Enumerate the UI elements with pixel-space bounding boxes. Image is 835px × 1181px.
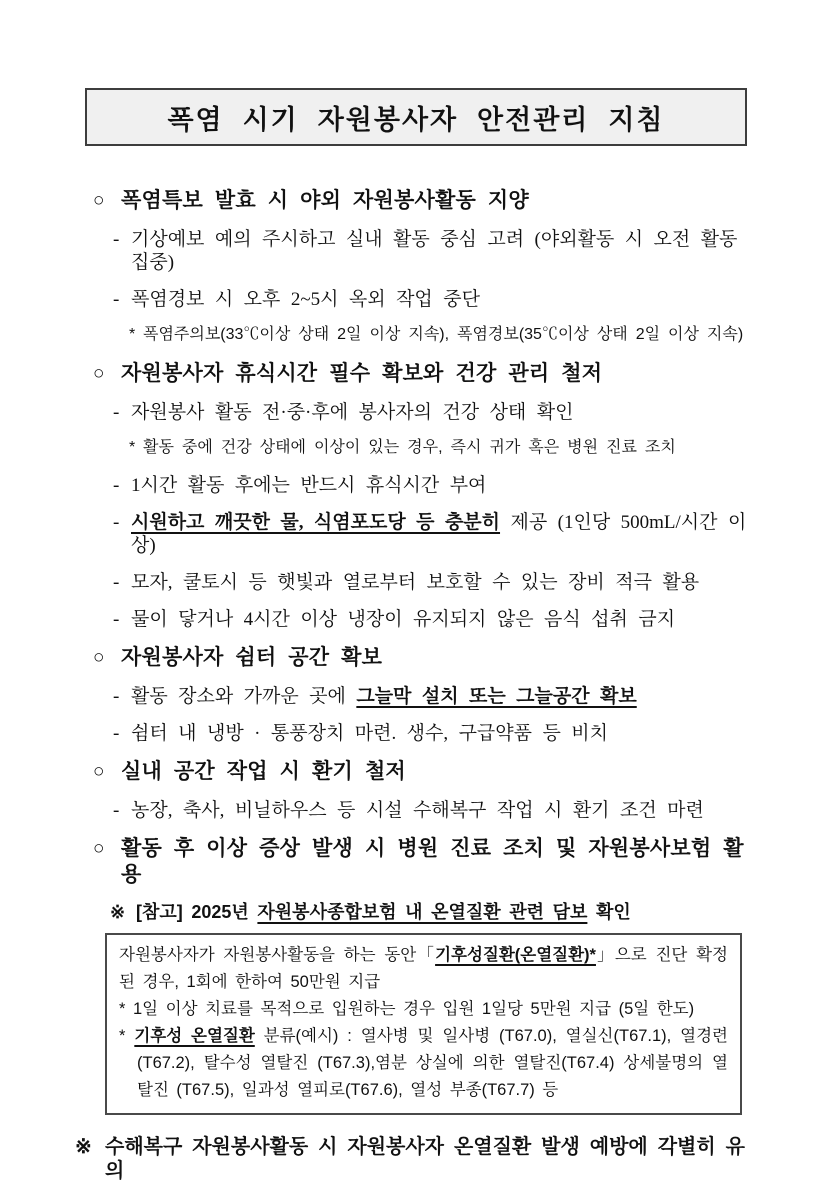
dash-bullet-icon: - [113,609,120,630]
section-heading-text: 폭염특보 발효 시 야외 자원봉사활동 지양 [121,189,529,212]
document-title-box [85,88,747,146]
list-item [113,608,747,631]
list-item-text: 물이 닿거나 4시간 이상 냉장이 유지되지 않은 음식 섭취 금지 [131,609,676,630]
section-heading-text: 자원봉사자 쉼터 공간 확보 [121,646,383,669]
info-p3-post: 분류(예시) : 열사병 및 일사병 (T67.0), 열실신(T67.1), 열경련 (T67.2), 탈수성 열탈진 (T67.3),염분 상실에 의한 열탈진(T67.4) 상세불명의 열탈진 (T67.5), 일과성 열피로(T67.6), 열성 부종(T67.7) 등 [137,1027,728,1099]
info-paragraph-3 [119,1023,728,1104]
list-item-text: 자원봉사 활동 전·중·후에 봉사자의 건강 상태 확인 [131,402,574,423]
reference-suffix: 확인 [587,902,631,922]
list-item-text: 1시간 활동 후에는 반드시 휴식시간 부여 [131,475,487,496]
asterisk-icon: * [119,1027,135,1045]
dash-bullet-icon: - [113,572,120,593]
emphasized-text: 기후성 온열질환 [134,1027,255,1045]
asterisk-icon: * [129,439,136,456]
section-heading-2 [93,361,747,387]
reference-mark-icon: ※ [110,902,126,922]
footer-warning-text: 수해복구 자원봉사활동 시 자원봉사자 온열질환 발생 예방에 각별히 유의 [105,1136,745,1181]
list-item-text-pre: 활동 장소와 가까운 곳에 [131,686,357,707]
footer-warning [75,1135,747,1181]
list-item-text [131,511,747,557]
list-item [113,474,747,497]
section-heading-4 [93,759,747,785]
emphasized-text: 기후성질환(온열질환)* [435,946,596,964]
dash-bullet-icon: - [113,402,120,423]
dash-bullet-icon: - [113,800,120,821]
list-item-text-rest: 제공 (1인당 500mL/시간 이상) [131,512,747,556]
list-item-text: 농장, 축사, 비닐하우스 등 시설 수해복구 작업 시 환기 조건 마련 [131,800,704,821]
list-item [113,722,747,745]
dash-bullet-icon: - [113,723,120,744]
emphasized-text: 그늘막 설치 또는 그늘공간 확보 [356,686,637,707]
circle-bullet-icon: ○ [93,190,105,211]
list-item [113,571,747,594]
list-item [113,511,747,557]
circle-bullet-icon: ○ [93,838,105,859]
info-p1-post: 」으로 진단 확정된 경우, 1회에 한하여 50만원 지급 [119,946,728,991]
footnote-text: 활동 중에 건강 상태에 이상이 있는 경우, 즉시 귀가 혹은 병원 진료 조치 [143,439,676,456]
reference-mark-icon: ※ [75,1136,92,1158]
section-heading-5 [93,836,747,888]
list-item-text: 쉼터 내 냉방 · 통풍장치 마련. 생수, 구급약품 등 비치 [131,723,608,744]
section-heading-text: 자원봉사자 휴식시간 필수 확보와 건강 관리 철저 [121,362,603,385]
reference-prefix: [참고] 2025년 [136,902,258,922]
circle-bullet-icon: ○ [93,363,105,384]
section-heading-text: 실내 공간 작업 시 환기 철저 [121,760,406,783]
info-paragraph-2: * 1일 이상 치료를 목적으로 입원하는 경우 입원 1일당 5만원 지급 (5일 한도) [119,1000,695,1018]
reference-underlined: 자원봉사종합보험 내 온열질환 관련 담보 [257,902,588,922]
list-item-text: 모자, 쿨토시 등 햇빛과 열로부터 보호할 수 있는 장비 적극 활용 [131,572,700,593]
list-item [113,685,747,708]
document-title: 폭염 시기 자원봉사자 안전관리 지침 [167,104,665,135]
footnote-item [129,438,747,458]
list-item [113,288,747,311]
dash-bullet-icon: - [113,512,120,533]
asterisk-icon: * [129,326,136,343]
info-paragraph-1 [119,942,728,996]
reference-text [136,902,631,923]
list-item-text: 폭염경보 시 오후 2~5시 옥외 작업 중단 [131,289,480,310]
list-item-text [131,685,637,708]
dash-bullet-icon: - [113,475,120,496]
insurance-info-box [105,933,742,1115]
dash-bullet-icon: - [113,229,120,250]
section-heading-3 [93,645,747,671]
list-item [113,228,747,274]
list-item [113,401,747,424]
reference-note [110,902,747,923]
section-heading-text: 활동 후 이상 증상 발생 시 병원 진료 조치 및 자원봉사보험 활용 [121,837,744,886]
footnote-text: 폭염주의보(33℃이상 상태 2일 이상 지속), 폭염경보(35℃이상 상태 2일 이상 지속) [143,326,744,343]
circle-bullet-icon: ○ [93,647,105,668]
list-item-text: 기상예보 예의 주시하고 실내 활동 중심 고려 (야외활동 시 오전 활동 집중) [131,229,738,273]
emphasized-text: 시원하고 깨끗한 물, 식염포도당 등 충분히 [131,512,501,533]
info-p1-pre: 자원봉사자가 자원봉사활동을 하는 동안「 [119,946,436,964]
dash-bullet-icon: - [113,289,120,310]
dash-bullet-icon: - [113,686,120,707]
section-heading-1 [93,188,747,214]
circle-bullet-icon: ○ [93,761,105,782]
footnote-item [129,325,747,345]
list-item [113,799,747,822]
